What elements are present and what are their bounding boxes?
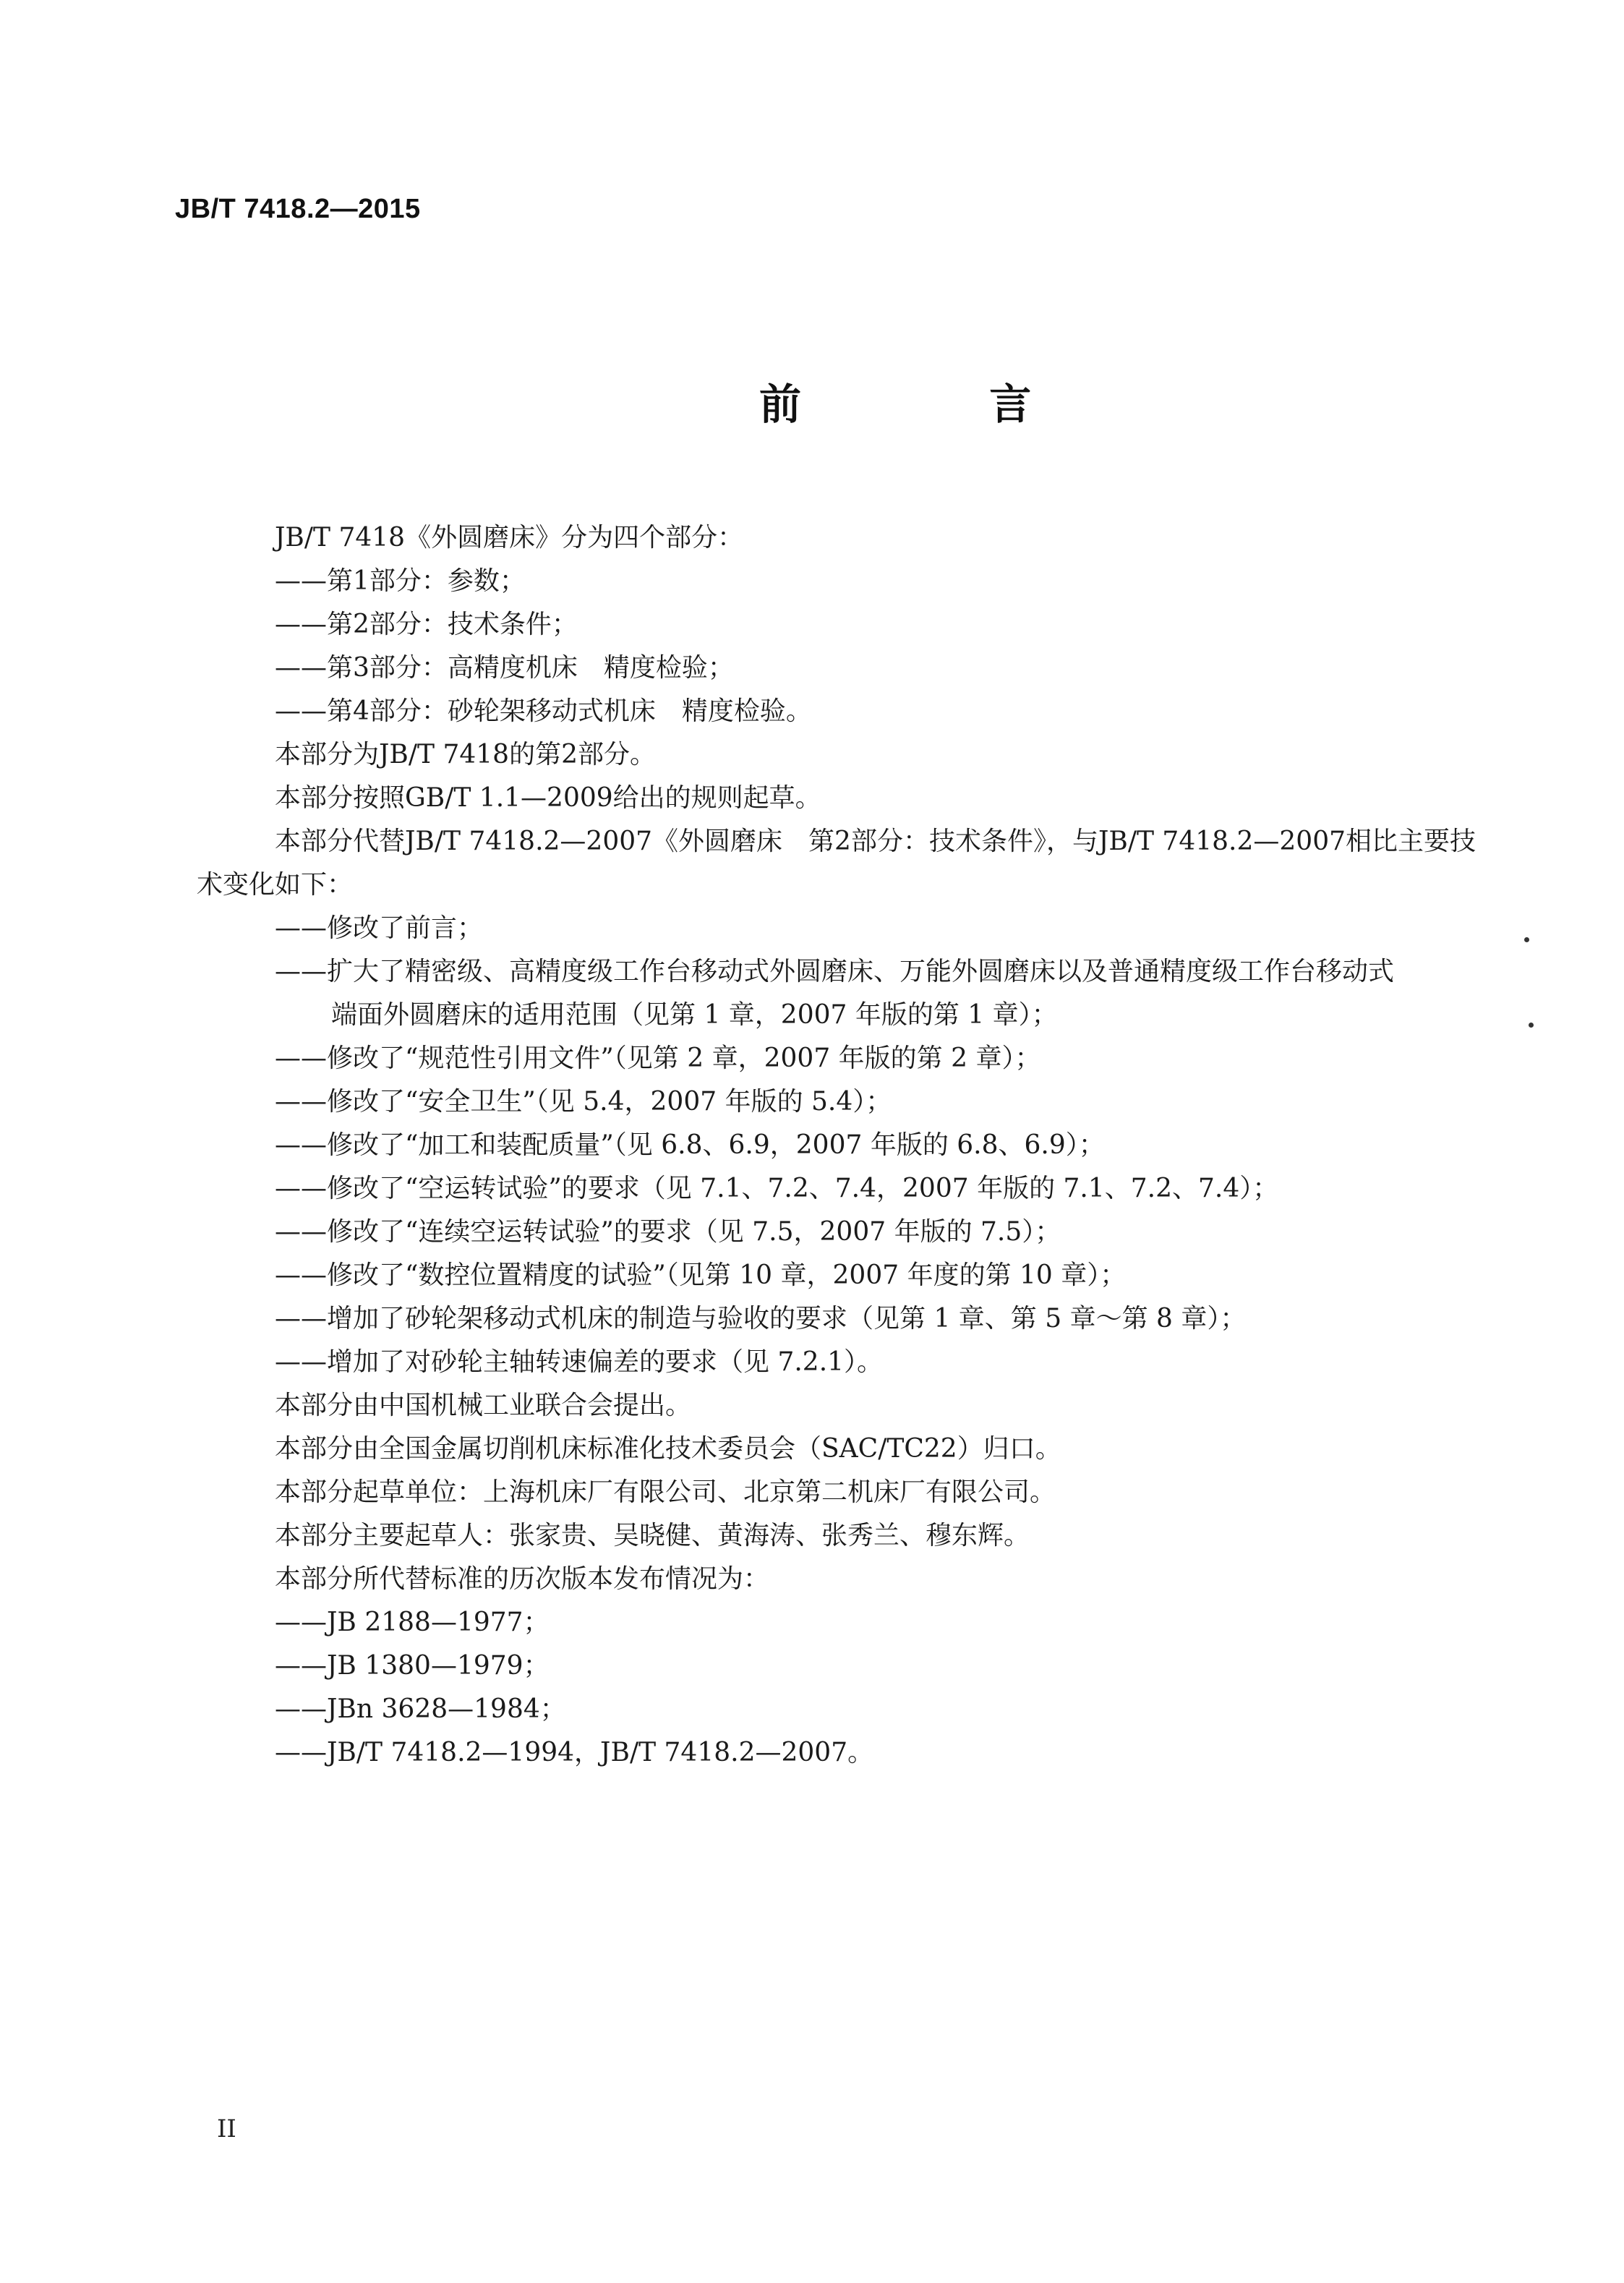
list-item: ——增加了对砂轮主轴转速偏差的要求（见 7.2.1）。 <box>275 1347 884 1377</box>
list-item-continuation: 端面外圆磨床的适用范围（见第 1 章，2007 年版的第 1 章）； <box>331 1000 1058 1030</box>
text-line: 本部分由中国机械工业联合会提出。 <box>275 1391 692 1420</box>
list-item: ——修改了“规范性引用文件”（见第 2 章，2007 年版的第 2 章）； <box>275 1044 1041 1073</box>
text-line: 本部分按照GB/T 1.1—2009给出的规则起草。 <box>275 783 821 813</box>
list-item: ——修改了“数控位置精度的试验”（见第 10 章，2007 年度的第 10 章）； <box>275 1260 1127 1290</box>
list-item: ——JBn 3628—1984； <box>275 1694 566 1724</box>
page-number: II <box>217 2115 236 2143</box>
text-line: 本部分代替JB/T 7418.2—2007《外圆磨床 第2部分：技术条件》，与JB/T 7418.2—2007相比主要技 <box>275 827 1476 856</box>
text-line: 本部分所代替标准的历次版本发布情况为： <box>275 1564 770 1594</box>
document-code: JB/T 7418.2—2015 <box>175 194 421 224</box>
list-item: ——JB/T 7418.2—1994，JB/T 7418.2—2007。 <box>275 1738 874 1767</box>
text-line: 术变化如下： <box>197 870 354 900</box>
list-item: ——第4部分：砂轮架移动式机床 精度检验。 <box>275 696 812 726</box>
page-title: 前 言 <box>759 380 1119 429</box>
list-item: ——增加了砂轮架移动式机床的制造与验收的要求（见第 1 章、第 5 章～第 8 章）； <box>275 1304 1247 1333</box>
list-item: ——修改了“连续空运转试验”的要求（见 7.5，2007 年版的 7.5）； <box>275 1217 1061 1247</box>
scan-speck <box>1524 937 1529 942</box>
text-line: 本部分由全国金属切削机床标准化技术委员会（SAC/TC22）归口。 <box>275 1434 1061 1464</box>
scan-speck <box>1529 1023 1534 1028</box>
list-item: ——修改了前言； <box>275 913 484 943</box>
list-item: ——第2部分：技术条件； <box>275 610 578 639</box>
text-line: 本部分为JB/T 7418的第2部分。 <box>275 740 656 769</box>
list-item: ——第1部分：参数； <box>275 566 526 596</box>
list-item: ——修改了“空运转试验”的要求（见 7.1、7.2、7.4，2007 年版的 7.1、7.2、7.4）； <box>275 1174 1279 1203</box>
list-item: ——JB 1380—1979； <box>275 1651 550 1681</box>
list-item: ——JB 2188—1977； <box>275 1608 550 1637</box>
list-item: ——修改了“安全卫生”（见 5.4，2007 年版的 5.4）； <box>275 1087 892 1117</box>
text-line: 本部分起草单位：上海机床厂有限公司、北京第二机床厂有限公司。 <box>275 1477 1056 1507</box>
text-line: JB/T 7418《外圆磨床》分为四个部分： <box>275 523 744 552</box>
list-item: ——修改了“加工和装配质量”（见 6.8、6.9，2007 年版的 6.8、6.9）； <box>275 1130 1105 1160</box>
text-line: 本部分主要起草人：张家贵、吴晓健、黄海涛、张秀兰、穆东辉。 <box>275 1521 1030 1550</box>
list-item: ——第3部分：高精度机床 精度检验； <box>275 653 734 683</box>
list-item: ——扩大了精密级、高精度级工作台移动式外圆磨床、万能外圆磨床以及普通精度级工作台移动式 <box>275 957 1395 986</box>
